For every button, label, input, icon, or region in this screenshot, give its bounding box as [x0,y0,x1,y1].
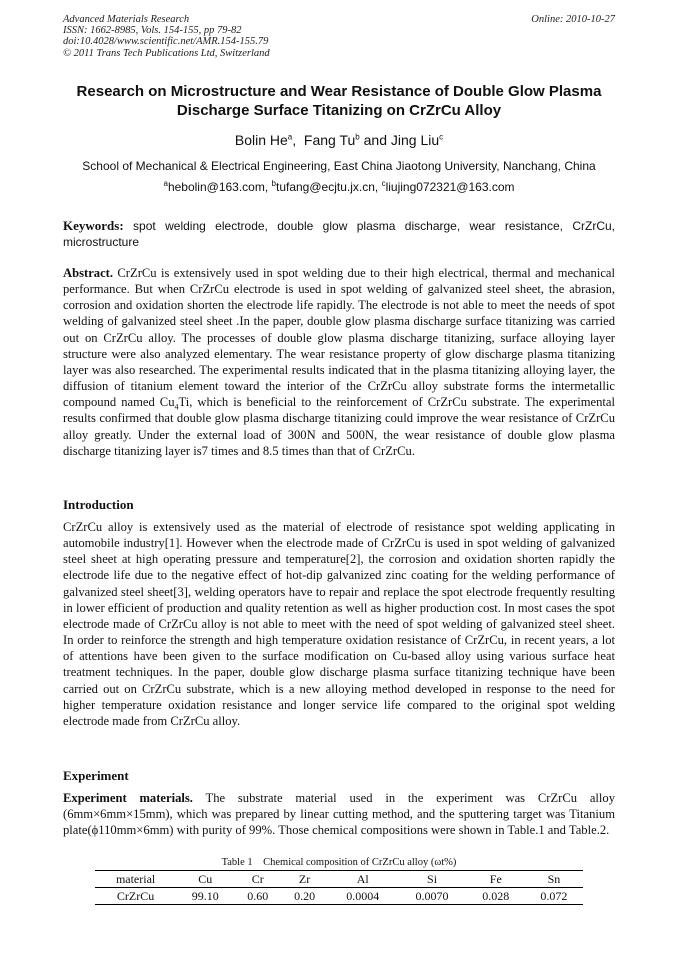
composition-table [95,870,583,905]
keywords-text: spot welding electrode, double glow plasma discharge, wear resistance, CrZrCu, microstructure [63,219,615,249]
email-mark: a [163,179,168,188]
email-mark: c [381,179,386,188]
author-list [40,131,638,149]
author-separator: , [292,132,304,148]
abstract-label: Abstract. [63,266,114,280]
column-header: Sn [547,872,561,886]
author-name: Jing Liu [390,132,440,148]
table-cell: 0.0070 [415,889,449,903]
table-caption: Table 1 Chemical composition of CrZrCu alloy (ωt%) [221,857,457,868]
table-cell: 0.0004 [346,889,380,903]
column-header: Cr [251,872,264,886]
abstract-text-cont: Ti, which is beneficial to the reinforcement of CrZrCu substrate. The experimental results confirmed that double glow plasma discharge titanizing could improve the wear resistance of CrZrCu alloy greatly. Under the external load of 300N and 500N, the wear resistance of double glow plasma discharge titanizing layer is7 times and 8.5 times than that of CrZrCu. [63,395,616,458]
experiment-text: The substrate material used in the experiment was CrZrCu alloy (6mm×6mm×15mm), which was prepared by linear cutting method, and the sputtering target was Titanium plate(ϕ110mm×6mm) with purity of 99%. Those chemical compositions were shown in Table.1 and Table.2. [63,791,616,838]
column-header: Si [427,872,438,886]
copyright-line: © 2011 Trans Tech Publications Ltd, Switzerland [63,47,270,59]
table-header-row [95,871,583,888]
keywords-block [63,218,615,250]
email-separator: , [264,180,272,194]
column-header: Zr [298,872,311,886]
author-name: Fang Tu [303,132,356,148]
table-row [95,888,583,905]
doi-line: doi:10.4028/www.scientific.net/AMR.154-155.79 [63,36,269,48]
introduction-body: CrZrCu alloy is extensively used as the material of electrode of resistance spot welding applicating in automobile industry[1]. However when the electrode made of CrZrCu is used in spot welding of galvanized steel sheet at high operating pressure and temperature[2], the corrosion and oxidation shorten rapidly the electrode life due to the negative effect of hot-dip galvanized zinc coating for the welding performance of galvanized steel sheet[3], welding operators have to repair and replace the spot electrode frequently resulting in lower efficient of production and quality retention as well as higher production cost. In most cases the spot electrode made of CrZrCu alloy is not able to meet with the need of spot welding of galvanized steel sheet. In order to reinforce the strength and high temperature oxidation resistance of CrZrCu, in recent years, a lot of attentions have been given to the surface modification on Cu-based alloy using various surface heat treatment techniques. In the paper, double glow discharge plasma surface titanizing technique have been carried out on CrZrCu substrate, which is a new alloying method developed in response to the need for higher temperature oxidation resistance and longer service life compared to the original spot welding electrode made from CrZrCu alloy. [63,520,615,728]
table-cell: 99.10 [191,889,219,903]
email-mark: b [271,179,276,188]
experiment-body [63,790,615,838]
author-affil-mark: a [287,132,293,142]
journal-name: Advanced Materials Research [63,14,190,25]
online-date: Online: 2010-10-27 [531,14,615,25]
column-header: Fe [489,872,502,886]
issn-line: ISSN: 1662-8985, Vols. 154-155, pp 79-82 [63,25,242,37]
experiment-heading: Experiment [63,768,129,783]
author-separator: and [359,132,391,148]
table-cell: 0.20 [294,889,316,903]
email-separator: , [374,180,382,194]
abstract-block [63,265,615,459]
email-address: liujing072321@163.com [385,180,515,194]
experiment-label: Experiment materials. [63,791,193,805]
column-header: Cu [198,872,213,886]
abstract-text: CrZrCu is extensively used in spot welding due to their high electrical, thermal and mechanical performance. But when CrZrCu electrode is used in spot welding of galvanized steel sheet, the abrasion, corrosion and oxidation shorten the electrode life rapidly. The electrode is not able to meet the needs of spot welding of galvanized steel sheet .In the paper, double glow plasma discharge surface titanizing was carried out on CrZrCu alloy. The processes of double glow plasma discharge titanizing, surface alloying layer structure were also analyzed elementary. The wear resistance property of glow discharge plasma titanizing layer was also researched. The experimental results indicated that in the plasma titanizing alloying layer, the diffusion of titanium element toward the interior of the CrZrCu alloy substrate forms the intermetallic compound named Cu [63,266,615,410]
author-name: Bolin He [234,132,288,148]
table-cell: 0.028 [482,889,510,903]
column-header: material [115,872,156,886]
table-cell: 0.072 [540,889,568,903]
introduction-heading: Introduction [63,497,134,512]
table-cell: CrZrCu [116,889,155,903]
table-cell: 0.60 [247,889,269,903]
subscript: 4 [174,402,179,412]
email-address: hebolin@163.com [167,180,265,194]
keywords-label: Keywords: [63,218,124,233]
author-affil-mark: c [439,132,444,142]
affiliation: School of Mechanical & Electrical Engineering, East China Jiaotong University, Nanchang, China [82,159,596,173]
column-header: Al [356,872,369,886]
email-list [40,179,638,195]
email-address: tufang@ecjtu.jx.cn [275,180,375,194]
author-affil-mark: b [355,132,360,142]
journal-header [63,14,615,59]
paper-title: Research on Microstructure and Wear Resistance of Double Glow Plasma Discharge Surface Titanizing on CrZrCu Alloy [76,83,602,119]
